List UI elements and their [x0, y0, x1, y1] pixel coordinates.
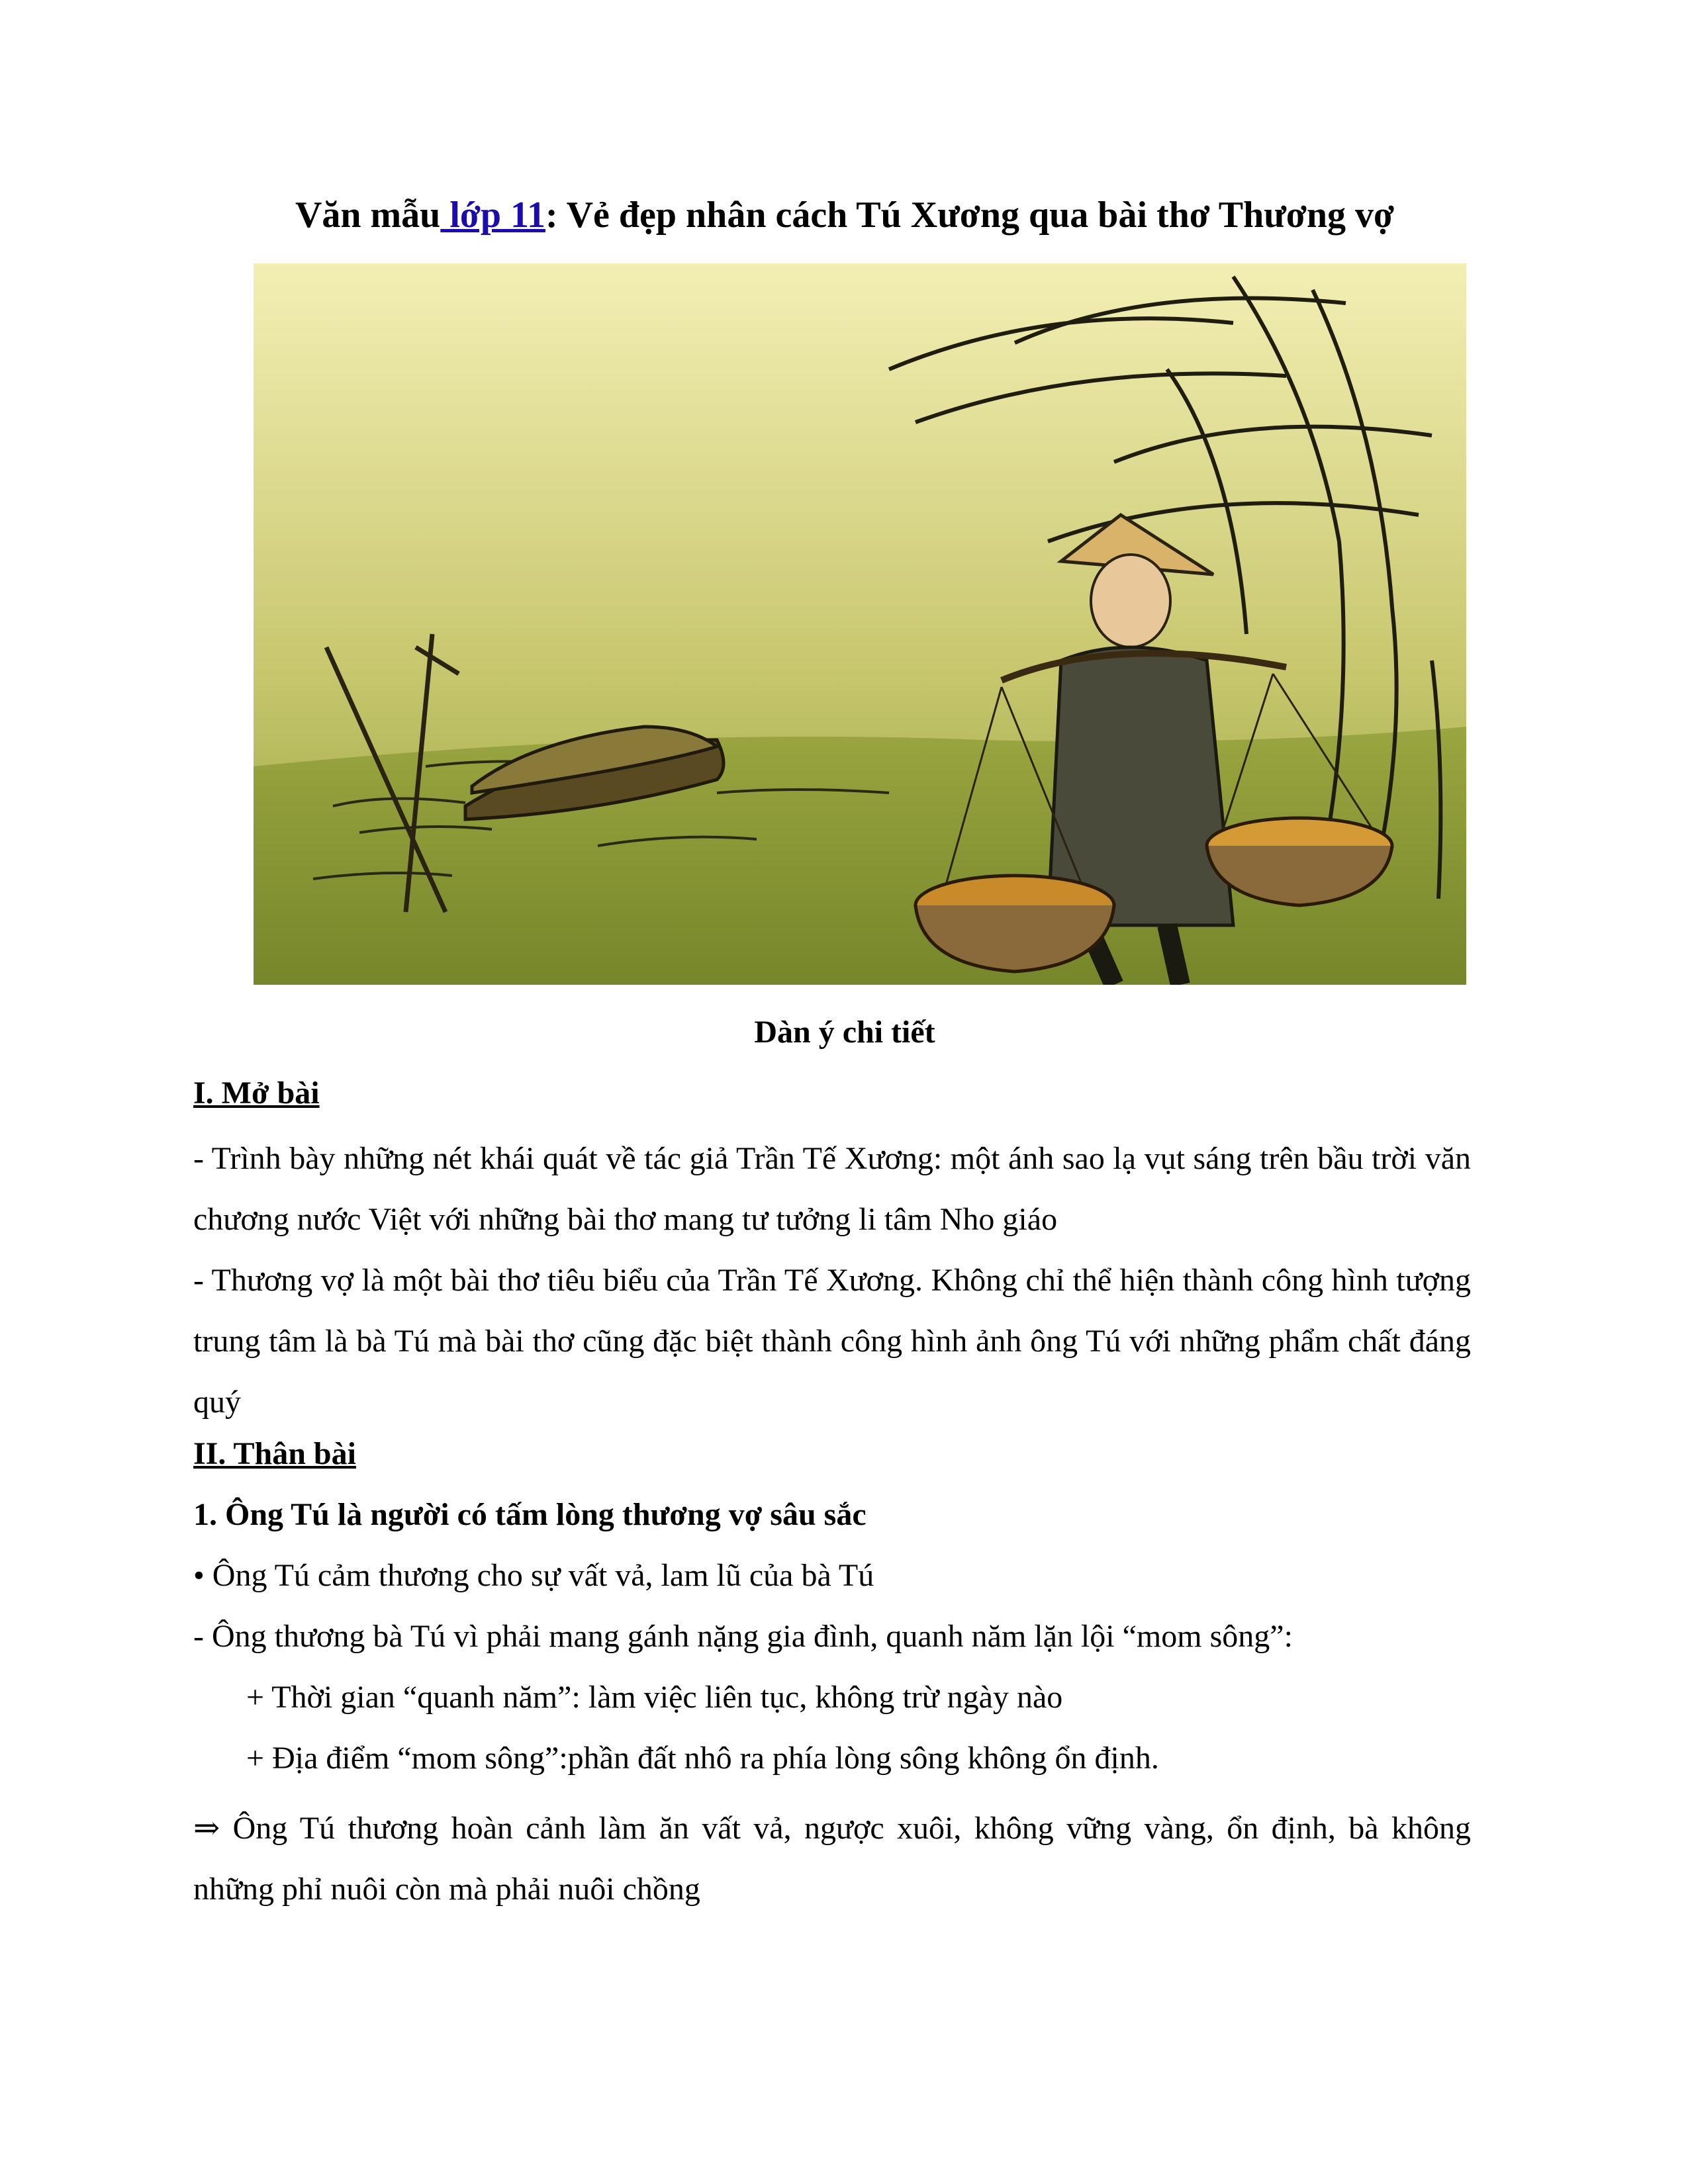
document-title: [193, 189, 1496, 242]
title-prefix: Văn mẫu: [295, 195, 441, 236]
section-heading-intro: I. Mở bài: [193, 1075, 320, 1111]
paragraph-intro-2: - Thương vợ là một bài thơ tiêu biểu của Trần Tế Xương. Không chỉ thể hiện thành công hình tượng trung tâm là bà Tú mà bài thơ cũng đặc biệt thành công hình ảnh ông Tú với những phẩm chất đáng quý: [193, 1263, 1471, 1420]
bullet-4: + Địa điểm “mom sông”:phần đất nhô ra phía lòng sông không ổn định.: [246, 1741, 1159, 1776]
conclusion-paragraph: ⇒ Ông Tú thương hoàn cảnh làm ăn vất vả, ngược xuôi, không vững vàng, ổn định, bà không những phỉ nuôi còn mà phải nuôi chồng: [193, 1811, 1471, 1907]
bullet-1: • Ông Tú cảm thương cho sự vất vả, lam lũ của bà Tú: [193, 1558, 874, 1593]
bullet-2: - Ông thương bà Tú vì phải mang gánh nặng gia đình, quanh năm lặn lội “mom sông”:: [193, 1619, 1293, 1654]
subheading-1: 1. Ông Tú là người có tấm lòng thương vợ sâu sắc: [193, 1497, 867, 1532]
illustration-image: [254, 263, 1466, 985]
title-link[interactable]: lớp 11: [440, 195, 545, 236]
paragraph-intro-1: - Trình bày những nét khái quát về tác giả Trần Tế Xương: một ánh sao lạ vụt sáng trên bầu trời văn chương nước Việt với những bài thơ mang tư tưởng li tâm Nho giáo: [193, 1141, 1471, 1237]
title-suffix: : Vẻ đẹp nhân cách Tú Xương qua bài thơ Thương vợ: [545, 195, 1395, 236]
illustration-drawing: [254, 263, 1466, 985]
section-heading-body: II. Thân bài: [193, 1436, 356, 1471]
bullet-3: + Thời gian “quanh năm”: làm việc liên tục, không trừ ngày nào: [246, 1680, 1063, 1715]
caption-heading: Dàn ý chi tiết: [754, 1015, 935, 1050]
